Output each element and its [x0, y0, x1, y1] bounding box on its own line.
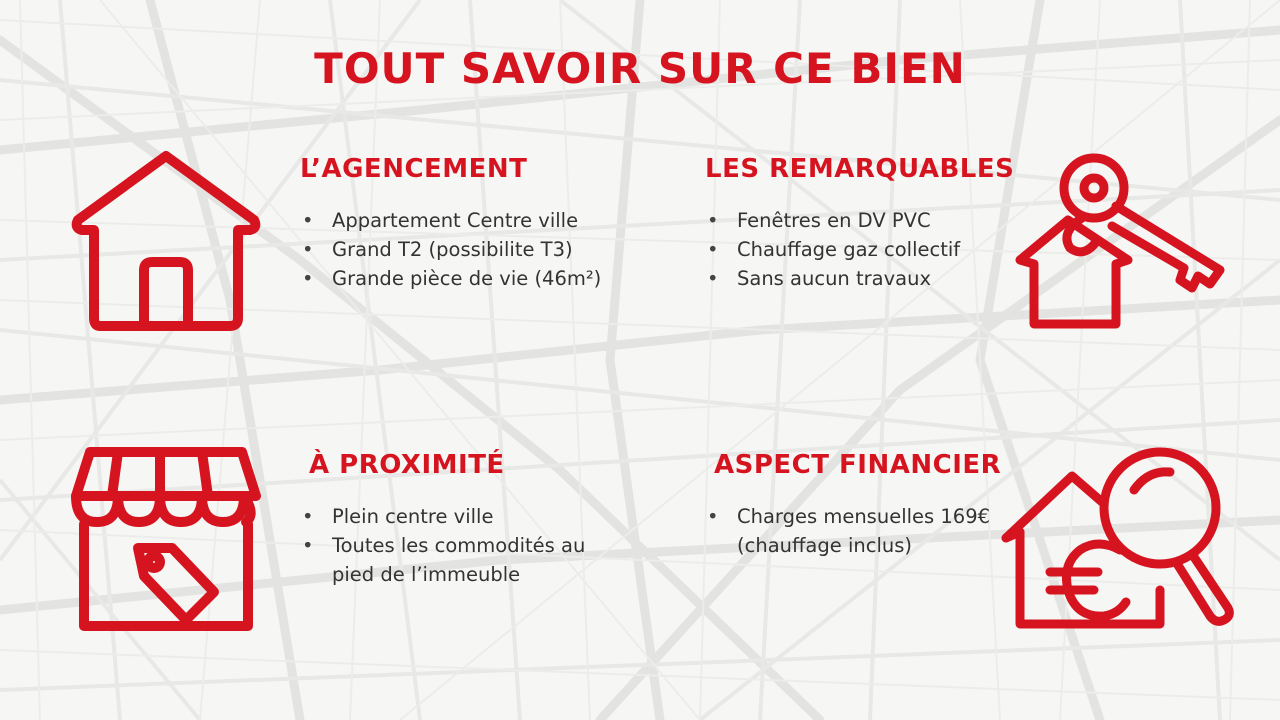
- section-heading: ASPECT FINANCIER: [714, 450, 1002, 480]
- list-item: • Grand T2 (possibilite T3): [300, 235, 610, 264]
- bullet-list: [705, 206, 1025, 293]
- section-financier: [705, 450, 1015, 560]
- house-euro-magnifier-icon: [998, 440, 1238, 640]
- bullet-list: [705, 502, 1015, 560]
- page-title: TOUT SAVOIR SUR CE BIEN: [314, 44, 966, 93]
- section-heading: L’AGENCEMENT: [300, 154, 528, 184]
- section-heading: LES REMARQUABLES: [705, 154, 1015, 184]
- section-proximite: [300, 450, 620, 589]
- house-icon: [68, 148, 264, 332]
- list-item: • Toutes les commodités au pied de l’immeuble: [300, 531, 620, 589]
- list-item: • Fenêtres en DV PVC: [705, 206, 1025, 235]
- bullet-list: [300, 502, 620, 589]
- list-item: • Grande pièce de vie (46m²): [300, 264, 610, 293]
- shop-tag-icon: [68, 444, 264, 638]
- list-item: • Charges mensuelles 169€ (chauffage inclus): [705, 502, 1015, 560]
- list-item: • Chauffage gaz collectif: [705, 235, 1025, 264]
- section-heading: À PROXIMITÉ: [309, 450, 505, 480]
- list-item: • Sans aucun travaux: [705, 264, 1025, 293]
- section-agencement: [300, 154, 610, 293]
- bullet-list: [300, 206, 610, 293]
- section-remarquables: [705, 154, 1025, 293]
- list-item: • Appartement Centre ville: [300, 206, 610, 235]
- list-item: • Plein centre ville: [300, 502, 620, 531]
- house-keys-icon: [1012, 148, 1230, 332]
